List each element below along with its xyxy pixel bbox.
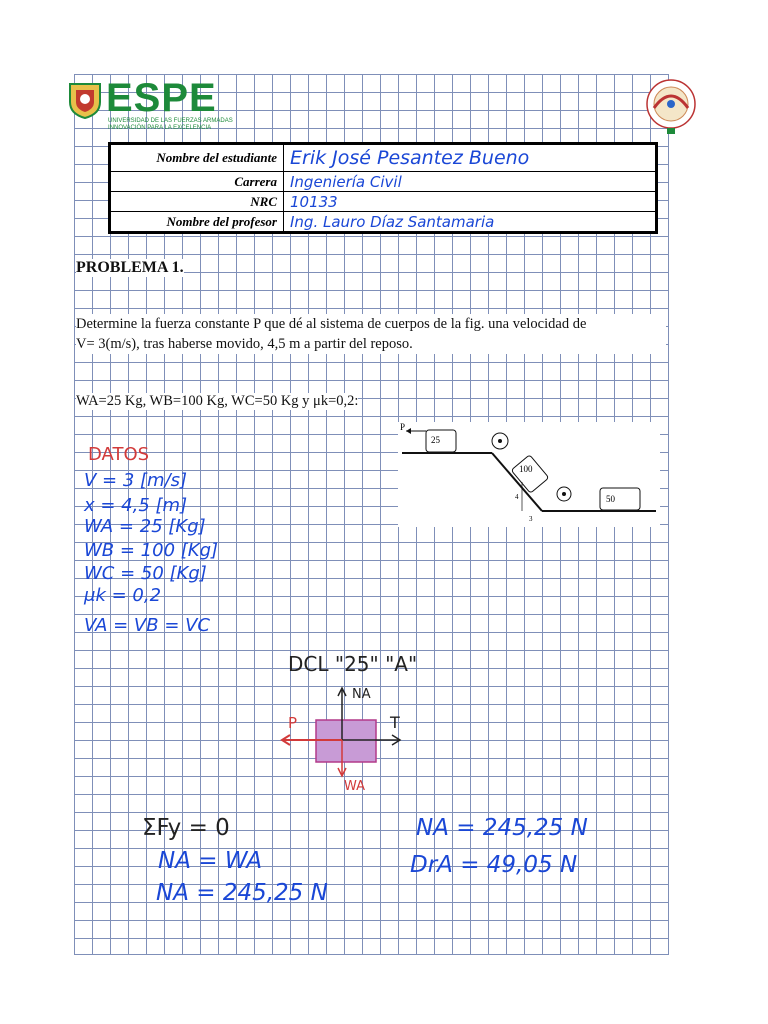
- table-row: [110, 172, 657, 192]
- statement-line: Determine la fuerza constante P que dé al sistema de cuerpos de la fig. una velocidad de: [76, 316, 587, 332]
- problem-title: PROBLEMA 1.: [76, 259, 184, 276]
- equilibrium-equation: ΣFy = 0: [142, 815, 230, 841]
- force-p-dcl-label: P: [288, 714, 298, 732]
- logo-subtitle-line-1: UNIVERSIDAD DE LAS FUERZAS ARMADAS: [108, 118, 233, 124]
- datos-line: WA = 25 [Kg]: [84, 516, 206, 537]
- equation-line: NA = WA: [158, 848, 263, 874]
- seal-icon: [640, 78, 702, 136]
- statement-line: V= 3(m/s), tras haberse movido, 4,5 m a partir del reposo.: [76, 336, 413, 352]
- equation-line: NA = 245,25 N: [416, 815, 588, 841]
- equation-line: NA = 245,25 N: [156, 880, 328, 906]
- problem-statement: [76, 314, 666, 354]
- weight-label: WA: [344, 779, 366, 794]
- table-row: [110, 144, 657, 172]
- tension-label: T: [390, 713, 400, 732]
- equation-line: DrA = 49,05 N: [410, 852, 578, 878]
- table-row: [110, 212, 657, 233]
- weights-line: WA=25 Kg, WB=100 Kg, WC=50 Kg y μk=0,2:: [76, 393, 359, 409]
- logo-wordmark: ESPE: [106, 76, 217, 120]
- datos-line: x = 4,5 [m]: [84, 495, 188, 516]
- table-row: [110, 192, 657, 212]
- career-label: Carrera: [110, 172, 284, 192]
- logo-subtitle: [108, 118, 233, 132]
- career-value: Ingeniería Civil: [284, 172, 657, 192]
- student-info-table: [108, 142, 658, 234]
- block-c-label: 50: [606, 494, 615, 504]
- slope-rise-label: 4: [515, 493, 519, 501]
- normal-force-label: NA: [352, 687, 371, 702]
- datos-line: WB = 100 [Kg]: [84, 540, 219, 561]
- datos-title: DATOS: [88, 444, 150, 465]
- nrc-label: NRC: [110, 192, 284, 212]
- professor-label: Nombre del profesor: [110, 212, 284, 233]
- nrc-value: 10133: [284, 192, 657, 212]
- university-crest-icon: [66, 80, 104, 120]
- slope-run-label: 3: [529, 515, 533, 523]
- datos-line: μk = 0,2: [84, 585, 162, 606]
- block-a-label: 25: [431, 435, 440, 445]
- datos-line: V = 3 [m/s]: [84, 470, 188, 491]
- datos-line: WC = 50 [Kg]: [84, 563, 207, 584]
- professor-value: Ing. Lauro Díaz Santamaria: [284, 212, 657, 233]
- student-name-label: Nombre del estudiante: [110, 144, 284, 172]
- dcl-title: DCL "25" "A": [288, 652, 418, 676]
- block-b-label: 100: [519, 464, 533, 474]
- datos-line: VA = VB = VC: [84, 615, 210, 636]
- logo-subtitle-line-2: INNOVACIÓN PARA LA EXCELENCIA: [108, 125, 212, 131]
- student-name-value: Erik José Pesantez Bueno: [284, 144, 657, 172]
- force-p-label: P: [400, 422, 406, 432]
- free-body-diagram: [278, 684, 408, 796]
- pulley-system-figure: [398, 422, 660, 527]
